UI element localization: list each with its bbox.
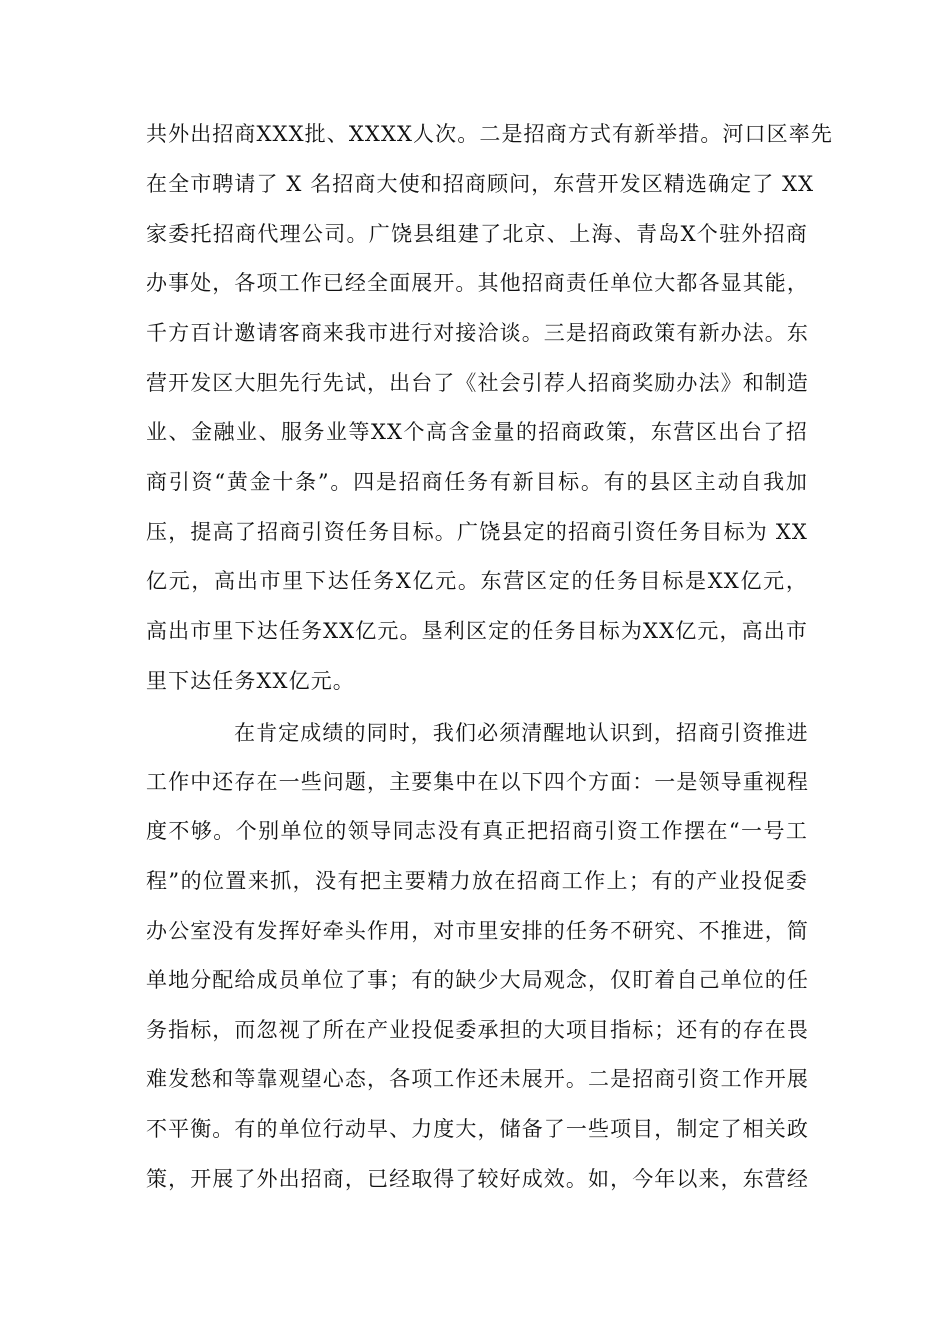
paragraph-2-line-8: 难发愁和等靠观望心态，各项工作还未展开。二是招商引资工作开展 — [146, 1067, 809, 1091]
paragraph-2-line-7: 务指标，而忽视了所在产业投促委承担的大项目指标；还有的存在畏 — [146, 1018, 809, 1042]
paragraph-2-line-6: 单地分配给成员单位了事；有的缺少大局观念，仅盯着自己单位的任 — [146, 968, 809, 992]
paragraph-2-line-1: 在肯定成绩的同时，我们必须清醒地认识到，招商引资推进 — [234, 721, 809, 745]
paragraph-1-line-12: 里下达任务XX亿元。 — [146, 669, 355, 693]
paragraph-1-line-7: 业、金融业、服务业等XX个高含金量的招商政策，东营区出台了招 — [146, 420, 808, 444]
paragraph-1-line-1: 共外出招商XXX批、XXXX人次。二是招商方式有新举措。河口区率先 — [146, 122, 833, 146]
paragraph-1-line-11: 高出市里下达任务XX亿元。垦利区定的任务目标为XX亿元，高出市 — [146, 619, 808, 643]
paragraph-1-line-9: 压，提高了招商引资任务目标。广饶县定的招商引资任务目标为 XX — [146, 520, 808, 544]
paragraph-2-line-2: 工作中还存在一些问题，主要集中在以下四个方面：一是领导重视程 — [146, 770, 809, 794]
paragraph-1-line-2: 在全市聘请了 X 名招商大使和招商顾问，东营开发区精选确定了 XX — [146, 172, 815, 196]
paragraph-2-line-4: 程”的位置来抓，没有把主要精力放在招商工作上；有的产业投促委 — [146, 869, 808, 893]
paragraph-1-line-3: 家委托招商代理公司。广饶县组建了北京、上海、青岛X个驻外招商 — [146, 222, 808, 246]
paragraph-1-line-8: 商引资“黄金十条”。四是招商任务有新目标。有的县区主动自我加 — [146, 470, 808, 494]
body-text — [146, 117, 833, 1217]
paragraph-1-line-5: 千方百计邀请客商来我市进行对接洽谈。三是招商政策有新办法。东 — [146, 321, 809, 345]
paragraph-1-line-6: 营开发区大胆先行先试，出台了《社会引荐人招商奖励办法》和制造 — [146, 371, 809, 395]
paragraph-2-line-10: 策，开展了外出招商，已经取得了较好成效。如，今年以来，东营经 — [146, 1167, 809, 1191]
paragraph-1-line-4: 办事处，各项工作已经全面展开。其他招商责任单位大都各显其能， — [146, 271, 809, 295]
paragraph-2-line-9: 不平衡。有的单位行动早、力度大，储备了一些项目，制定了相关政 — [146, 1117, 809, 1141]
paragraph-2-line-5: 办公室没有发挥好牵头作用，对市里安排的任务不研究、不推进，简 — [146, 919, 809, 943]
paragraph-2-line-3: 度不够。个别单位的领导同志没有真正把招商引资工作摆在“一号工 — [146, 819, 808, 843]
paragraph-1-line-10: 亿元，高出市里下达任务X亿元。东营区定的任务目标是XX亿元， — [146, 569, 808, 593]
